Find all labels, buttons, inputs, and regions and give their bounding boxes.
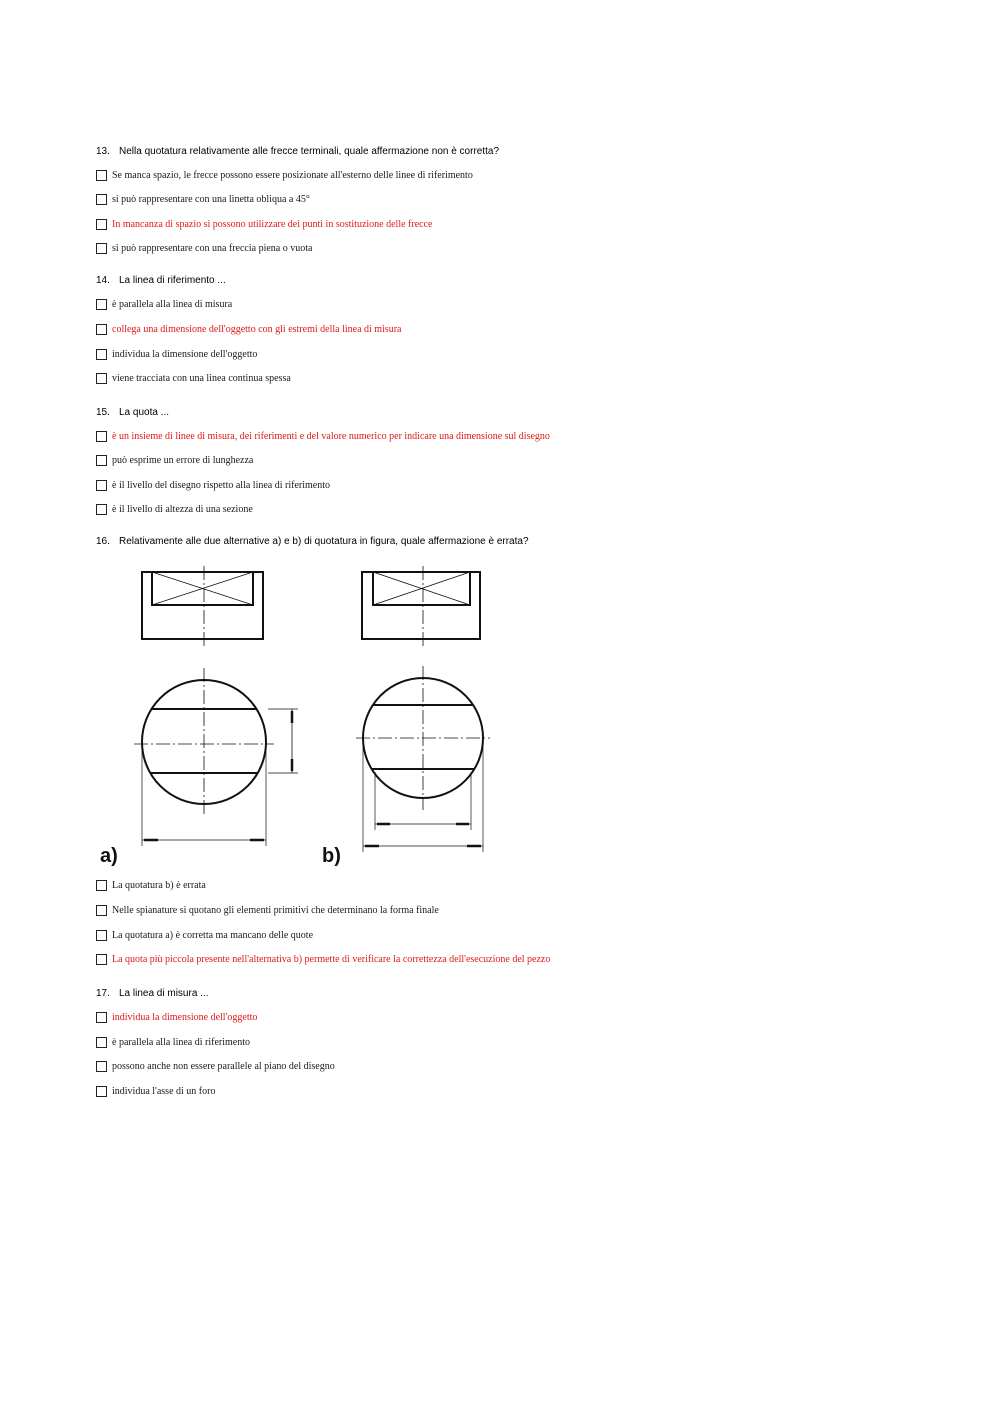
option-text: La quota più piccola presente nell'alternativa b) permette di verificare la correttezza dell'esecuzione del pezzo [112, 953, 551, 965]
checkbox[interactable] [96, 455, 107, 466]
question-13-option-4[interactable] [96, 241, 312, 255]
checkbox[interactable] [96, 373, 107, 384]
question-number: 15. [96, 407, 110, 418]
question-17-option-3[interactable] [96, 1059, 335, 1073]
checkbox[interactable] [96, 954, 107, 965]
checkbox[interactable] [96, 880, 107, 891]
question-17-option-4[interactable] [96, 1084, 215, 1098]
question-17-option-2[interactable] [96, 1035, 250, 1049]
checkbox[interactable] [96, 905, 107, 916]
option-text: Nelle spianature si quotano gli elementi primitivi che determinano la forma finale [112, 904, 439, 916]
figure-a-top-view [142, 566, 263, 648]
checkbox[interactable] [96, 194, 107, 205]
figure-b-top-view [362, 566, 480, 648]
figure-b-front-view [356, 666, 490, 852]
question-number: 13. [96, 146, 110, 157]
option-text: possono anche non essere parallele al piano del disegno [112, 1060, 335, 1072]
checkbox[interactable] [96, 930, 107, 941]
question-13-option-2[interactable] [96, 192, 310, 206]
checkbox[interactable] [96, 504, 107, 515]
question-13-option-3[interactable] [96, 217, 432, 231]
checkbox[interactable] [96, 1012, 107, 1023]
question-13-option-1[interactable] [96, 168, 473, 182]
question-17-option-1[interactable] [96, 1010, 257, 1024]
option-text: è parallela alla linea di misura [112, 298, 233, 310]
question-text: Nella quotatura relativamente alle frecce terminali, quale affermazione non è corretta? [119, 146, 500, 157]
question-15-option-4[interactable] [96, 502, 253, 516]
question-16-title [96, 536, 529, 547]
question-14-option-2[interactable] [96, 322, 402, 336]
figure-a-label: a) [100, 845, 118, 867]
option-text: La quotatura a) è corretta ma mancano delle quote [112, 929, 314, 941]
option-text: individua la dimensione dell'oggetto [112, 1011, 258, 1023]
question-text: La linea di riferimento ... [119, 275, 226, 286]
checkbox[interactable] [96, 1037, 107, 1048]
option-text: è parallela alla linea di riferimento [112, 1036, 250, 1048]
figure-b-label: b) [322, 845, 341, 867]
question-16-option-3[interactable] [96, 928, 313, 942]
option-text: è il livello del disegno rispetto alla linea di riferimento [112, 479, 330, 491]
checkbox[interactable] [96, 324, 107, 335]
option-text: si può rappresentare con una linetta obliqua a 45° [112, 193, 310, 205]
question-14-option-3[interactable] [96, 347, 257, 361]
question-14-option-1[interactable] [96, 297, 232, 311]
option-text: collega una dimensione dell'oggetto con gli estremi della linea di misura [112, 323, 402, 335]
question-number: 14. [96, 275, 110, 286]
question-15-title [96, 407, 169, 418]
figure-a-front-view [134, 668, 298, 846]
option-text: individua la dimensione dell'oggetto [112, 348, 258, 360]
dimensioning-figure [96, 560, 506, 872]
question-15-option-2[interactable] [96, 453, 253, 467]
question-15-option-3[interactable] [96, 478, 330, 492]
question-17-title [96, 988, 209, 999]
question-16-option-1[interactable] [96, 878, 206, 892]
question-16-option-2[interactable] [96, 903, 439, 917]
option-text: viene tracciata con una linea continua spessa [112, 372, 291, 384]
checkbox[interactable] [96, 480, 107, 491]
checkbox[interactable] [96, 349, 107, 360]
checkbox[interactable] [96, 431, 107, 442]
question-15-option-1[interactable] [96, 429, 550, 443]
option-text: Se manca spazio, le frecce possono essere posizionate all'esterno delle linee di riferimento [112, 169, 473, 181]
checkbox[interactable] [96, 170, 107, 181]
option-text: è il livello di altezza di una sezione [112, 503, 253, 515]
checkbox[interactable] [96, 243, 107, 254]
question-16-option-4[interactable] [96, 952, 550, 966]
question-13-title [96, 146, 499, 157]
checkbox[interactable] [96, 299, 107, 310]
checkbox[interactable] [96, 219, 107, 230]
question-14-title [96, 275, 226, 286]
question-14-option-4[interactable] [96, 371, 291, 385]
question-number: 17. [96, 988, 110, 999]
option-text: può esprime un errore di lunghezza [112, 454, 254, 466]
question-text: Relativamente alle due alternative a) e b) di quotatura in figura, quale affermazione è errata? [119, 536, 529, 547]
question-text: La linea di misura ... [119, 988, 209, 999]
question-number: 16. [96, 536, 110, 547]
option-text: si può rappresentare con una freccia piena o vuota [112, 242, 313, 254]
checkbox[interactable] [96, 1061, 107, 1072]
option-text: individua l'asse di un foro [112, 1085, 216, 1097]
option-text: In mancanza di spazio si possono utilizzare dei punti in sostituzione delle frecce [112, 218, 433, 230]
checkbox[interactable] [96, 1086, 107, 1097]
option-text: è un insieme di linee di misura, dei riferimenti e del valore numerico per indicare una dimensione sul disegno [112, 430, 550, 442]
question-text: La quota ... [119, 407, 170, 418]
option-text: La quotatura b) è errata [112, 879, 206, 891]
